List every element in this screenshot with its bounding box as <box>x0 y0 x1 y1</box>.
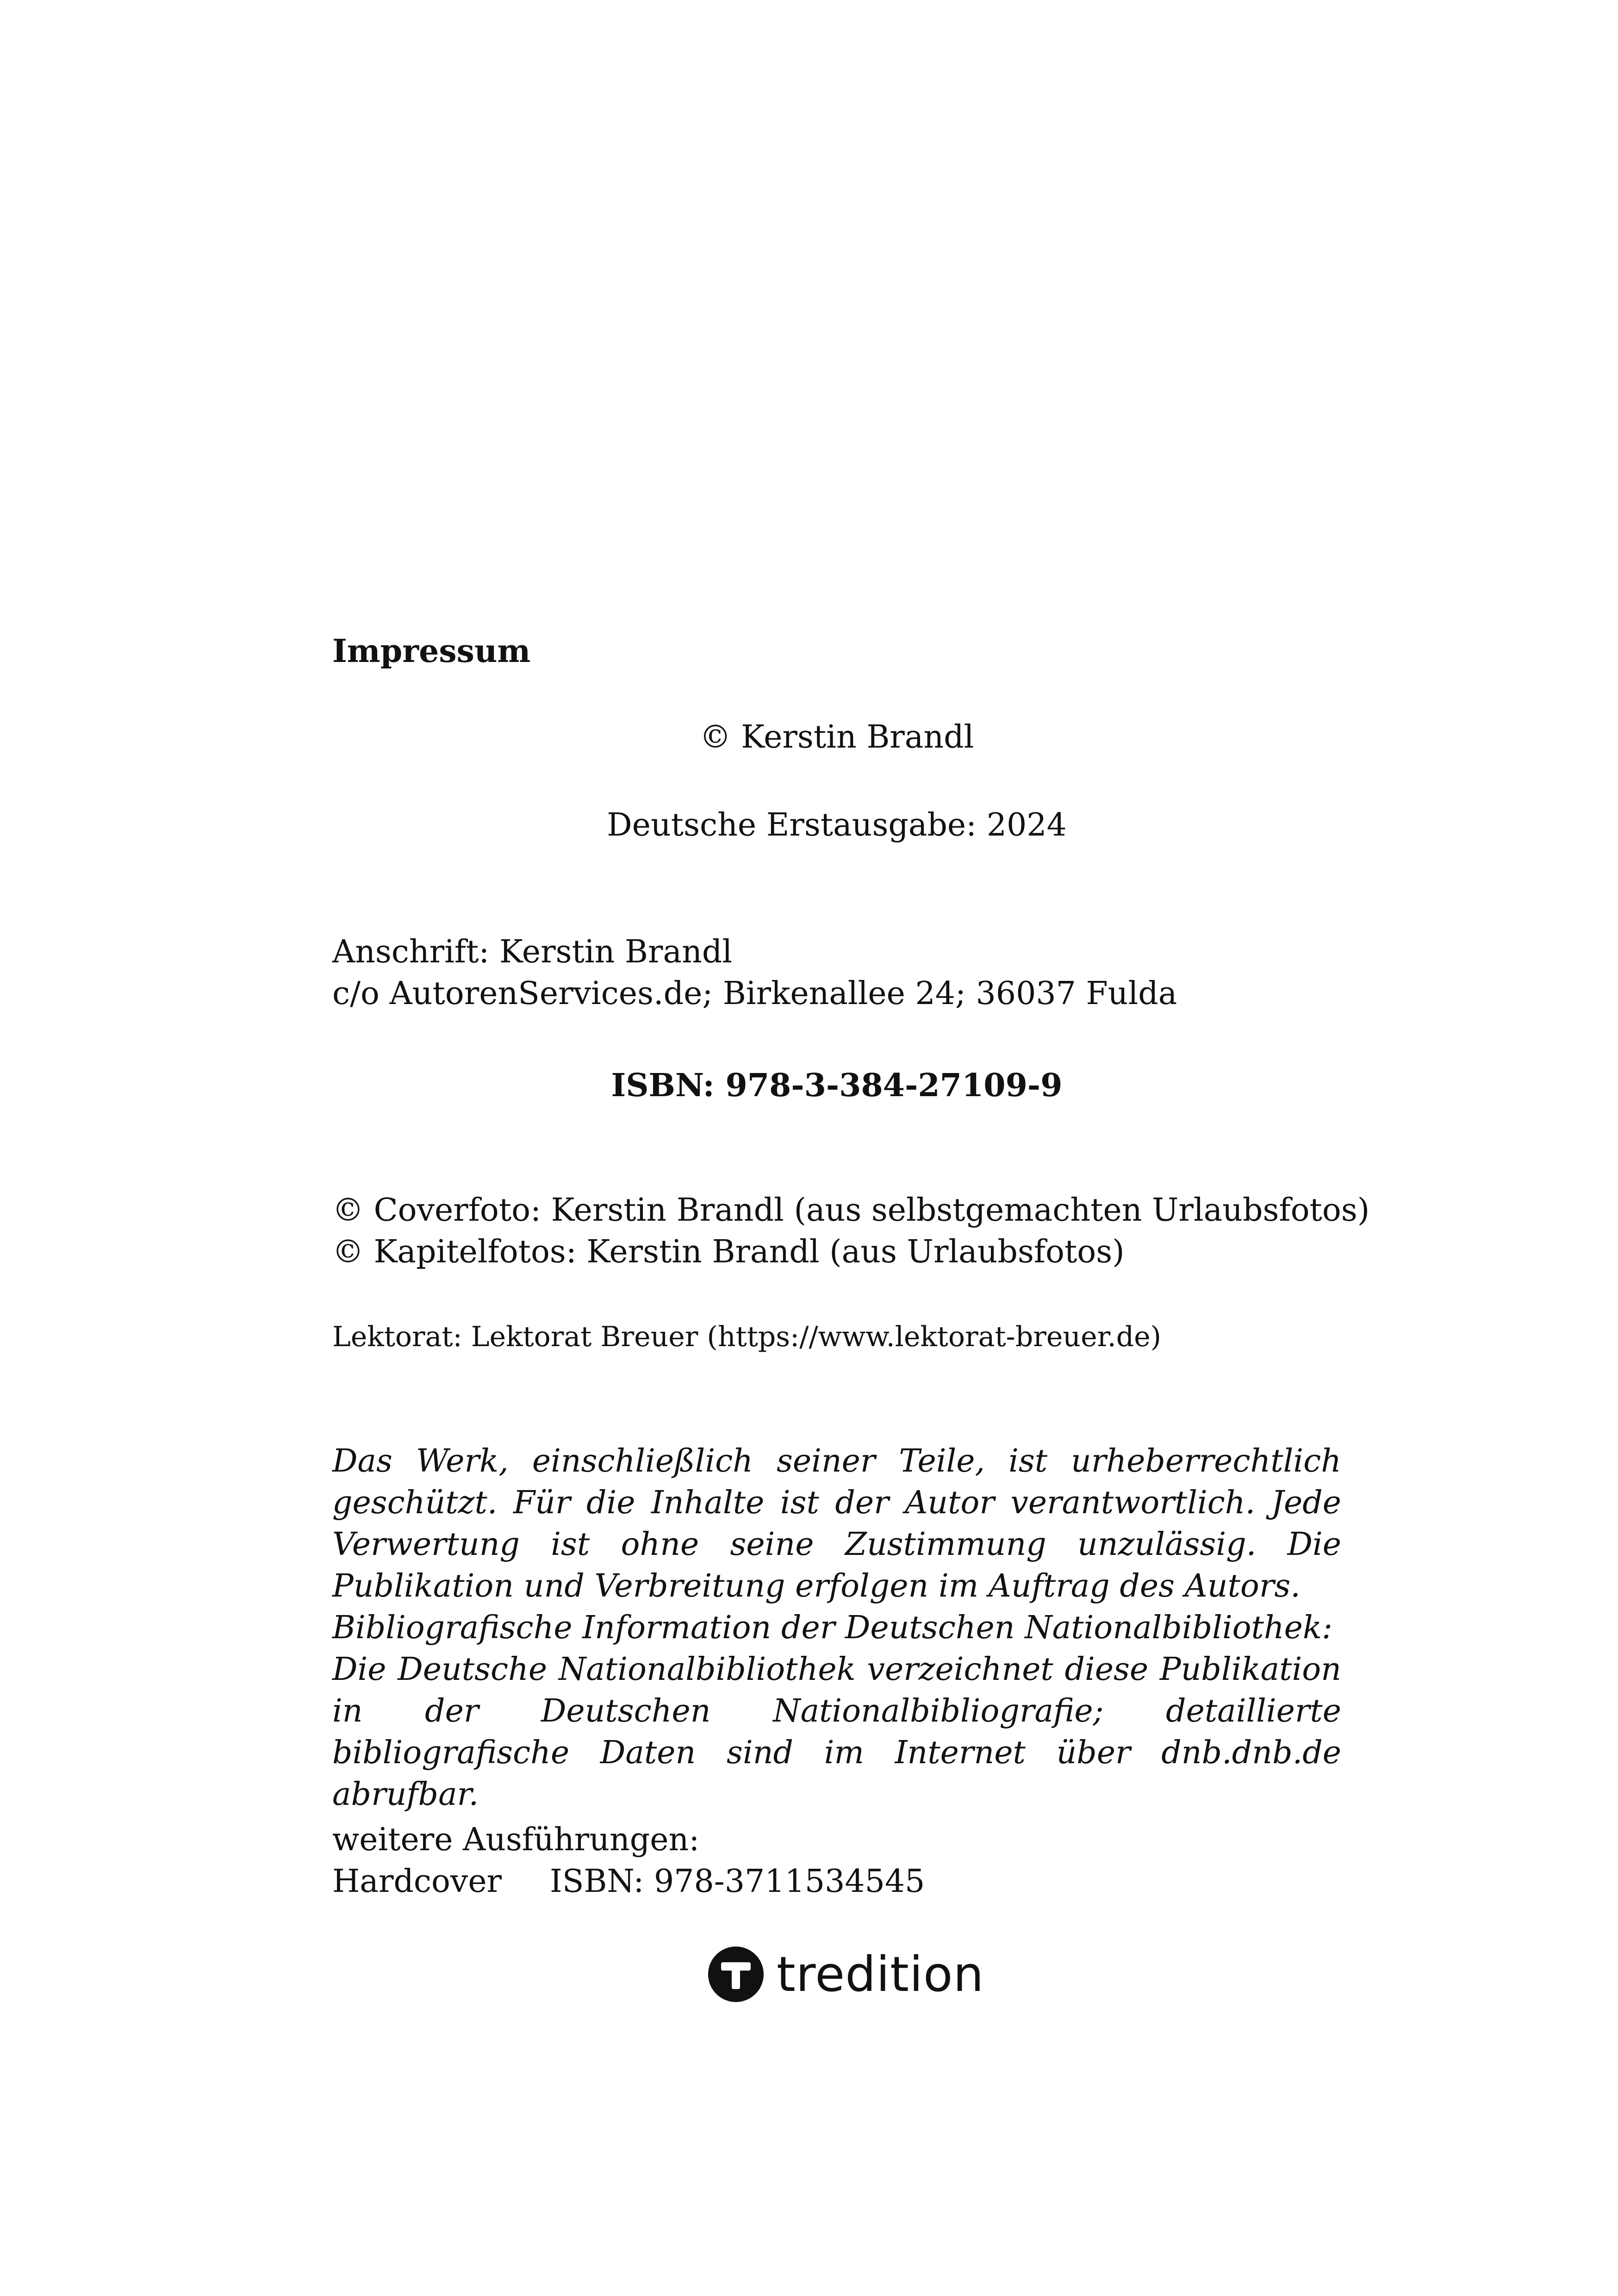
cover-photo-credit: © Coverfoto: Kerstin Brandl (aus selbstgemachten Urlaubsfotos) <box>332 1192 1370 1229</box>
legal-notice <box>332 1441 1341 1816</box>
tredition-logo-icon <box>708 1947 764 2002</box>
imprint-heading: Impressum <box>332 633 531 670</box>
edition-line: Deutsche Erstausgabe: 2024 <box>607 807 1067 843</box>
edition-row <box>332 1861 1341 1903</box>
publisher-logo <box>708 1944 984 2004</box>
copyright-notice: Das Werk, einschließlich seiner Teile, ist urheberrechtlich geschützt. Für die Inhalte ist der Autor verantwortlich. Jede Verwertung ist ohne seine Zustimmung unzulässig. Die Publikation und Verbreitung erfolgen im Auftrag des Autors. <box>332 1443 1341 1604</box>
isbn-line: ISBN: 978-3-384-27109-9 <box>611 1067 1063 1104</box>
address-line-2: c/o AutorenServices.de; Birkenallee 24; 36037 Fulda <box>332 975 1177 1012</box>
copyright-line: © Kerstin Brandl <box>699 719 974 755</box>
further-editions-heading: weitere Ausführungen: <box>332 1822 700 1858</box>
photo-credits <box>332 1190 1370 1273</box>
logo-text: tredition <box>777 1946 984 2003</box>
address-block <box>332 931 1341 1015</box>
dnb-text: Die Deutsche Nationalbibliothek verzeichnet diese Publikation in der Deutschen Nationalbibliografie; detaillierte bibliografische Daten sind im Internet über dnb.dnb.de abrufbar. <box>332 1651 1341 1813</box>
address-line-1: Anschrift: Kerstin Brandl <box>332 934 733 970</box>
chapter-photo-credit: © Kapitelfotos: Kerstin Brandl (aus Urlaubsfotos) <box>332 1234 1125 1270</box>
editing-credit: Lektorat: Lektorat Breuer (https://www.lektorat-breuer.de) <box>332 1321 1162 1353</box>
edition-isbn: ISBN: 978-3711534545 <box>550 1863 925 1900</box>
dnb-heading: Bibliografische Information der Deutschen Nationalbibliothek: <box>332 1610 1333 1646</box>
edition-format: Hardcover <box>332 1863 502 1900</box>
